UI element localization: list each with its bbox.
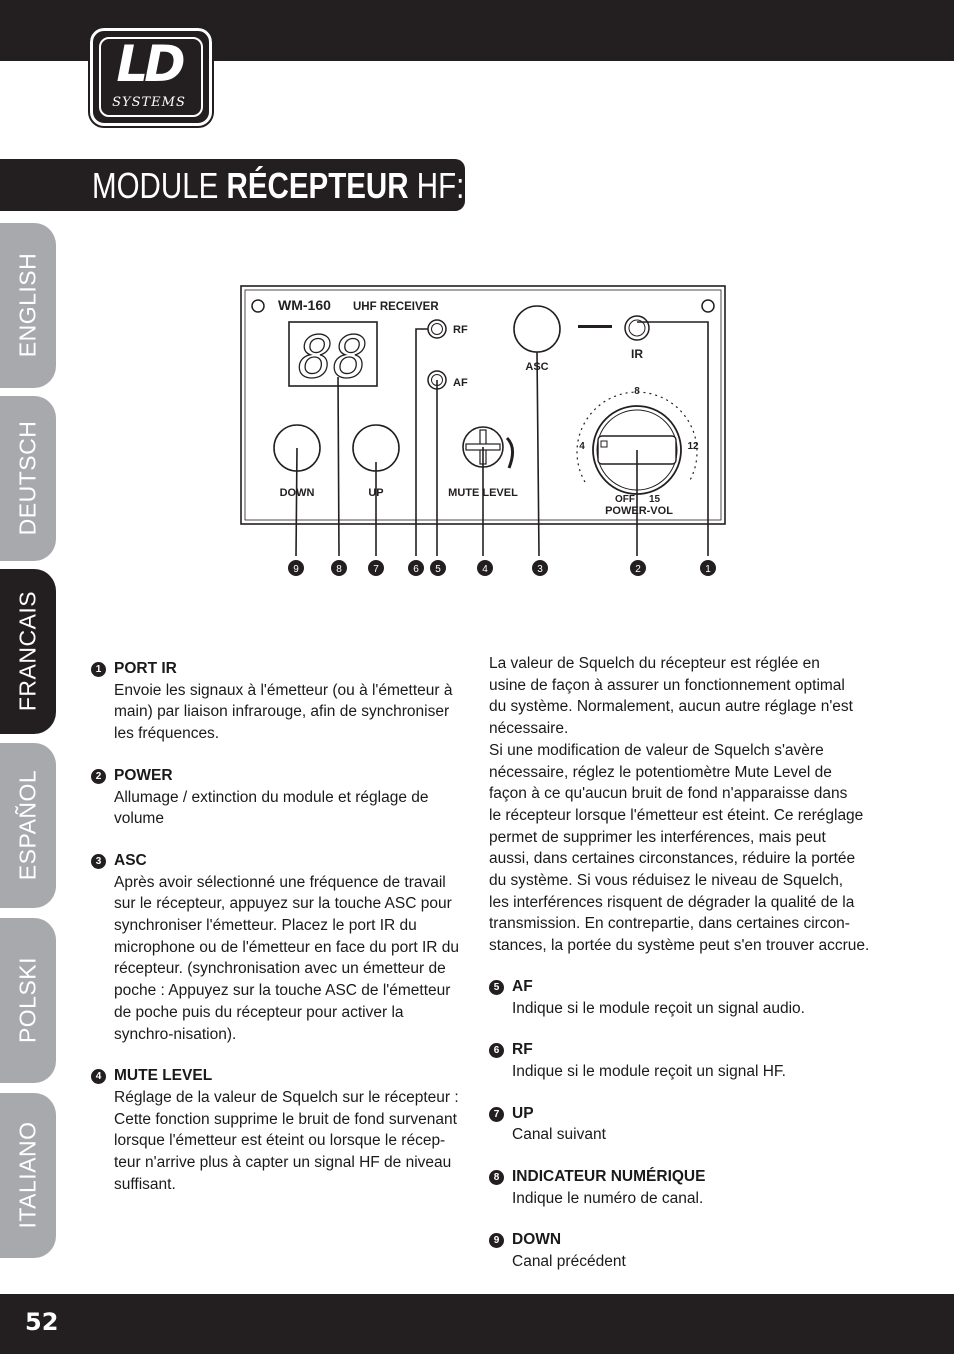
callout-5: 5 — [435, 564, 441, 575]
item-title: AF — [512, 977, 533, 995]
callout-6: 6 — [413, 564, 419, 575]
tab-deutsch[interactable] — [0, 396, 56, 561]
item-text: Canal précédent — [512, 1253, 626, 1271]
knob-label-4: 4 — [579, 441, 585, 452]
item-title: MUTE LEVEL — [114, 1067, 213, 1085]
tab-label: ESPAÑOL — [14, 769, 41, 881]
item-text: Canal suivant — [512, 1126, 606, 1144]
list-item — [91, 765, 463, 830]
item-text: Après avoir sélectionné une fréquence de travail sur le récepteur, appuyez sur la touche ASC pour synchroniser l'émetteur. Placez le port IR du microphone ou de l'émetteur en face du port IR du récepteur. (synchronisation avec un émetteur de poche : Appuyez sur la touche ASC de l'émetteur de poche puis du récepteur pour activer la synchro-nisation). — [114, 873, 460, 1043]
tab-label: FRANCAIS — [14, 590, 41, 712]
rf-label: RF — [453, 324, 468, 336]
squelch-paragraph: La valeur de Squelch du récepteur est réglée en usine de façon à assurer un fonctionnement optimal du système. Normalement, aucun autre réglage n'est nécessaire. Si une modification de valeur de Squelch s'avère nécessaire, réglez le potentiomètre Mute Level de façon à ce qu'aucun bruit de fond n'apparaisse dans le récepteur lorsque l'émetteur est éteint. Ce reréglage permet de supprimer les interférences, mais peut aussi, dans certaines circonstances, réduire la portée du système. Si vous réduisez le niveau de Squelch, les interférences risquent de dégrader la qualité de la transmission. En contrepartie, dans certaines circon- stances, la portée du système peut s'en trouver accrue. — [489, 655, 870, 955]
display-digits: 88 — [298, 323, 368, 391]
list-item — [91, 658, 463, 745]
tab-english[interactable] — [0, 223, 56, 388]
list-item — [489, 1166, 879, 1209]
knob-label-off: OFF — [615, 494, 635, 505]
tab-label: DEUTSCH — [14, 420, 41, 536]
item-number: 1 — [91, 662, 106, 677]
callout-2: 2 — [635, 564, 641, 575]
logo-text: LD — [116, 35, 182, 93]
model-label: WM-160 — [278, 297, 331, 313]
callout-7: 7 — [373, 564, 379, 575]
item-number: 6 — [489, 1043, 504, 1058]
list-item — [489, 1103, 879, 1146]
item-number: 4 — [91, 1069, 106, 1084]
page-title: MODULE RÉCEPTEUR HF: — [92, 165, 465, 206]
list-item — [489, 1039, 879, 1082]
item-title: UP — [512, 1104, 534, 1122]
receiver-module-diagram — [225, 278, 735, 588]
item-number: 9 — [489, 1233, 504, 1248]
item-title: POWER — [114, 766, 173, 784]
callout-4: 4 — [482, 564, 488, 575]
right-column — [489, 653, 879, 1293]
item-title: DOWN — [512, 1231, 562, 1249]
left-column — [91, 658, 463, 1215]
item-text: Allumage / extinction du module et réglage de volume — [114, 788, 429, 828]
callout-9: 9 — [293, 564, 299, 575]
up-label: UP — [368, 487, 384, 499]
knob-label-8: 8 — [634, 386, 640, 397]
item-number: 5 — [489, 980, 504, 995]
item-number: 3 — [91, 854, 106, 869]
item-number: 2 — [91, 769, 106, 784]
item-number: 8 — [489, 1170, 504, 1185]
logo-subtext: SYSTEMS — [112, 95, 186, 110]
knob-label-12: 12 — [687, 441, 699, 452]
callout-3: 3 — [537, 564, 543, 575]
item-text: Envoie les signaux à l'émetteur (ou à l'émetteur à main) par liaison infrarouge, afin de synchroniser les fréquences. — [114, 681, 453, 743]
tab-polski[interactable] — [0, 918, 56, 1083]
list-item — [91, 850, 463, 1045]
mute-level-label: MUTE LEVEL — [448, 487, 518, 499]
page-number: 52 — [25, 1308, 59, 1336]
tab-francais[interactable] — [0, 569, 56, 734]
list-item — [489, 976, 879, 1019]
item-text: Indique si le module reçoit un signal HF. — [512, 1062, 786, 1080]
tab-label: POLSKI — [14, 956, 41, 1044]
item-title: INDICATEUR NUMÉRIQUE — [512, 1168, 706, 1186]
item-title: RF — [512, 1041, 533, 1059]
item-title: ASC — [114, 851, 147, 869]
callout-8: 8 — [336, 564, 342, 575]
power-vol-label: POWER-VOL — [605, 505, 673, 517]
af-label: AF — [453, 377, 468, 389]
tab-espanol[interactable] — [0, 743, 56, 908]
tab-italiano[interactable] — [0, 1093, 56, 1258]
down-label: DOWN — [279, 487, 315, 499]
model-desc-label: UHF RECEIVER — [353, 301, 439, 313]
ir-label: IR — [631, 347, 643, 361]
bottom-bar — [0, 1294, 954, 1354]
tab-label: ITALIANO — [14, 1121, 41, 1229]
item-number: 7 — [489, 1107, 504, 1122]
list-item — [489, 1229, 879, 1272]
tab-label: ENGLISH — [14, 252, 41, 358]
asc-label: ASC — [525, 361, 549, 373]
callout-1: 1 — [705, 564, 711, 575]
item-text: Réglage de la valeur de Squelch sur le récepteur : Cette fonction supprime le bruit de fond survenant lorsque l'émetteur est éteint ou lorsque le récep-teur n'arrive plus à capter un signal HF de niveau suffisant. — [114, 1088, 459, 1193]
item-text: Indique le numéro de canal. — [512, 1189, 704, 1207]
item-title: PORT IR — [114, 660, 177, 677]
list-item — [91, 1065, 463, 1195]
item-text: Indique si le module reçoit un signal audio. — [512, 999, 805, 1017]
ld-systems-logo — [90, 28, 212, 126]
knob-label-15: 15 — [649, 494, 661, 505]
